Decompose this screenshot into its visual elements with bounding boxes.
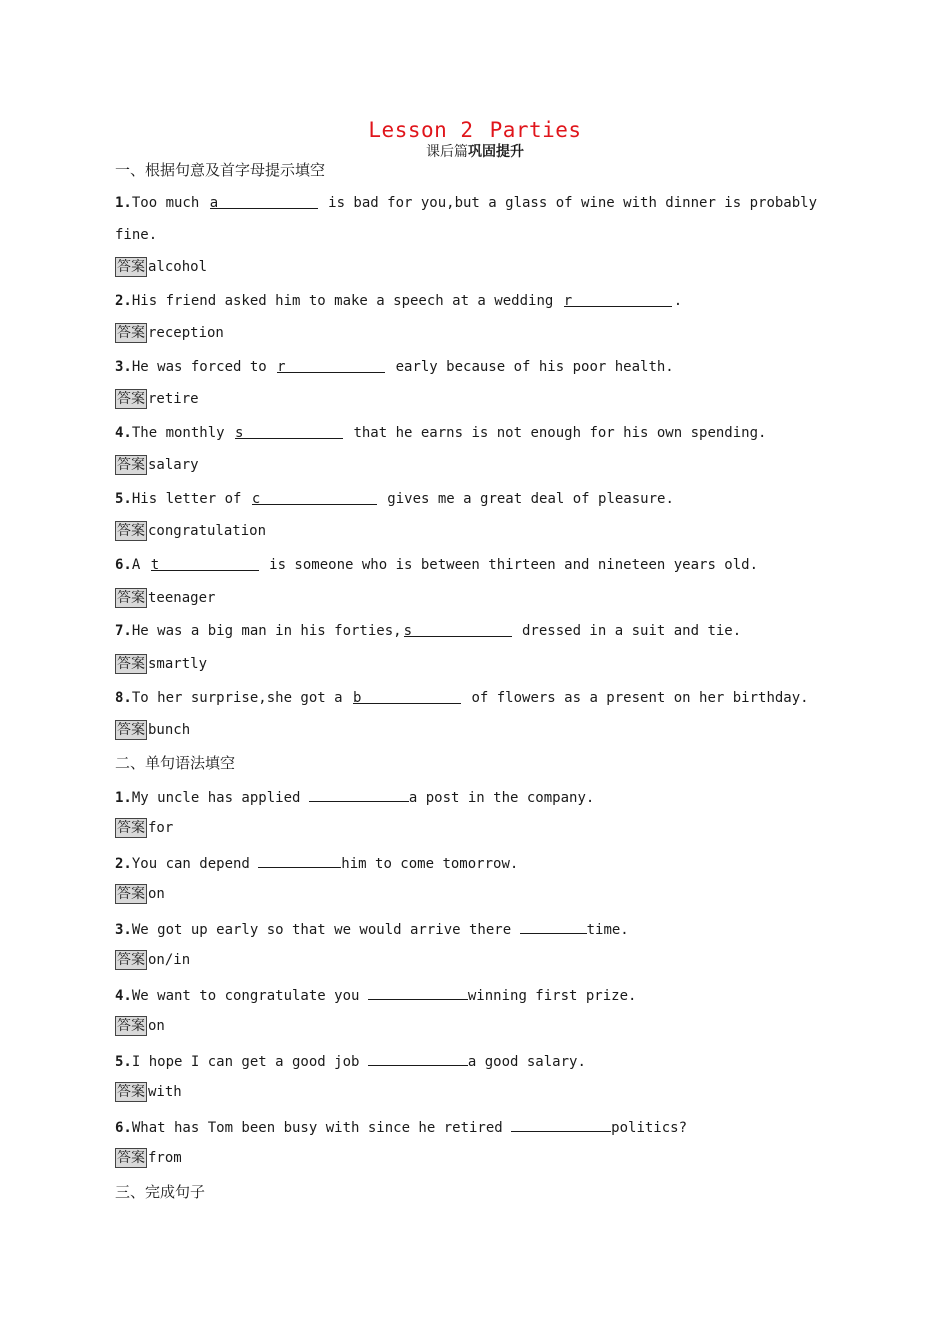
answer-tag: 答案 [117,656,145,672]
question-text-before: The monthly [131,425,234,441]
answer-blank [353,688,461,704]
question-text-before: His friend asked him to make a speech at a wedding [131,293,562,309]
s2-question-4 [115,984,835,1006]
question-number: 7. [115,623,132,639]
question-number: 5. [115,1054,132,1070]
initial-letter: a [209,195,219,211]
question-text-after: winning first prize. [467,988,637,1004]
answer-text: on [148,886,165,902]
s1-answer-3 [115,389,835,409]
s1-question-3 [115,357,835,377]
answer-text: on/in [148,952,191,968]
s2-answer-5 [115,1082,835,1102]
answer-blank [151,555,259,571]
question-text-after: politics? [611,1120,688,1136]
answer-tag: 答案 [117,1150,145,1166]
lesson-number: Lesson 2 [368,118,474,142]
answer-text: bunch [148,722,191,738]
answer-tag: 答案 [117,523,145,539]
question-text-before: We got up early so that we would arrive there [131,922,520,938]
s1-answer-5 [115,521,835,541]
s1-answer-6 [115,588,835,608]
question-text-before: I hope I can get a good job [131,1054,368,1070]
question-text-before: He was forced to [131,359,276,375]
initial-letter: s [403,623,413,639]
s1-question-4 [115,423,835,443]
s2-answer-6 [115,1148,835,1168]
question-text-before: My uncle has applied [131,790,309,806]
answer-text: on [148,1018,165,1034]
question-number: 1. [115,790,132,806]
subtitle-plain: 课后篇 [426,144,468,160]
answer-text: for [148,820,174,836]
s2-answer-4 [115,1016,835,1036]
s1-answer-4 [115,455,835,475]
answer-tag: 答案 [117,590,145,606]
s1-answer-1 [115,257,835,277]
initial-letter: r [563,293,573,309]
answer-blank [252,489,377,505]
question-text-after: early because of his poor health. [387,359,674,375]
answer-tag: 答案 [117,722,145,738]
answer-blank [511,1116,611,1132]
s1-answer-8 [115,720,835,740]
answer-blank [277,357,385,373]
question-text-after: . [673,293,683,309]
answer-blank [368,984,468,1000]
answer-tag: 答案 [117,325,145,341]
s2-answer-2 [115,884,835,904]
question-text-after: gives me a great deal of pleasure. [378,491,674,507]
answer-tag: 答案 [117,1084,145,1100]
answer-tag: 答案 [117,1018,145,1034]
s1-question-7 [115,621,835,641]
question-text-before: He was a big man in his forties, [131,623,402,639]
page-subtitle [0,143,950,161]
answer-blank [210,193,318,209]
question-text-after: him to come tomorrow. [341,856,519,872]
s1-answer-2 [115,323,835,343]
answer-blank [564,291,672,307]
s2-question-1 [115,786,835,808]
question-number: 6. [115,557,132,573]
question-text-after: a good salary. [467,1054,586,1070]
initial-letter: b [353,690,362,706]
answer-blank [258,852,341,868]
answer-text: with [148,1084,182,1100]
s2-question-2 [115,852,835,874]
question-number: 4. [115,425,132,441]
question-number: 3. [115,359,132,375]
question-text-before: We want to congratulate you [131,988,368,1004]
lesson-topic: Parties [489,118,582,142]
section-3-heading: 三、完成句子 [115,1183,206,1201]
question-text-after: time. [586,922,629,938]
question-number: 2. [115,293,132,309]
question-text-after: is bad for you,but a glass of wine with dinner is probably [319,195,818,211]
s1-question-8 [115,688,835,708]
question-text-after: is someone who is between thirteen and nineteen years old. [260,557,759,573]
answer-text: from [148,1150,182,1166]
answer-blank [404,621,512,637]
initial-letter: t [150,557,160,573]
answer-text: reception [148,325,224,341]
answer-tag: 答案 [117,820,145,836]
s2-question-5 [115,1050,835,1072]
answer-tag: 答案 [117,457,145,473]
answer-tag: 答案 [117,391,145,407]
question-number: 2. [115,856,132,872]
answer-blank [235,423,343,439]
answer-blank [309,786,409,802]
question-text-after: dressed in a suit and tie. [513,623,742,639]
answer-tag: 答案 [117,952,145,968]
subtitle-bold: 巩固提升 [468,144,524,160]
s1-question-1-continued: fine. [115,227,158,243]
question-text-before: You can depend [131,856,259,872]
lesson-title [0,116,950,144]
s1-question-6 [115,555,835,575]
question-text-after: that he earns is not enough for his own spending. [345,425,767,441]
answer-text: alcohol [148,259,208,275]
s2-answer-1 [115,818,835,838]
question-text-before: What has Tom been busy with since he retired [131,1120,512,1136]
question-text-after: of flowers as a present on her birthday. [463,690,809,706]
answer-tag: 答案 [117,886,145,902]
s1-answer-7 [115,654,835,674]
s2-answer-3 [115,950,835,970]
answer-blank [368,1050,468,1066]
section-2-heading: 二、单句语法填空 [115,754,236,772]
answer-text: congratulation [148,523,267,539]
question-number: 3. [115,922,132,938]
answer-tag: 答案 [117,259,145,275]
question-text-before: To her surprise,she got a [131,690,352,706]
initial-letter: s [235,425,244,441]
answer-text: salary [148,457,199,473]
s1-question-1 [115,193,835,213]
initial-letter: r [277,359,286,375]
answer-text: smartly [148,656,208,672]
question-number: 8. [115,690,132,706]
question-number: 6. [115,1120,132,1136]
s1-question-5 [115,489,835,509]
question-text-before: Too much [131,195,208,211]
answer-text: teenager [148,590,216,606]
answer-text: retire [148,391,199,407]
section-1-heading: 一、根据句意及首字母提示填空 [115,161,326,179]
s2-question-6 [115,1116,835,1138]
question-text-after: a post in the company. [408,790,595,806]
s2-question-3 [115,918,835,940]
s1-question-2 [115,291,835,311]
question-number: 5. [115,491,132,507]
question-text-before: His letter of [131,491,250,507]
initial-letter: c [251,491,261,507]
question-text-before: A [131,557,149,573]
question-number: 1. [115,195,132,211]
question-number: 4. [115,988,132,1004]
answer-blank [520,918,587,934]
